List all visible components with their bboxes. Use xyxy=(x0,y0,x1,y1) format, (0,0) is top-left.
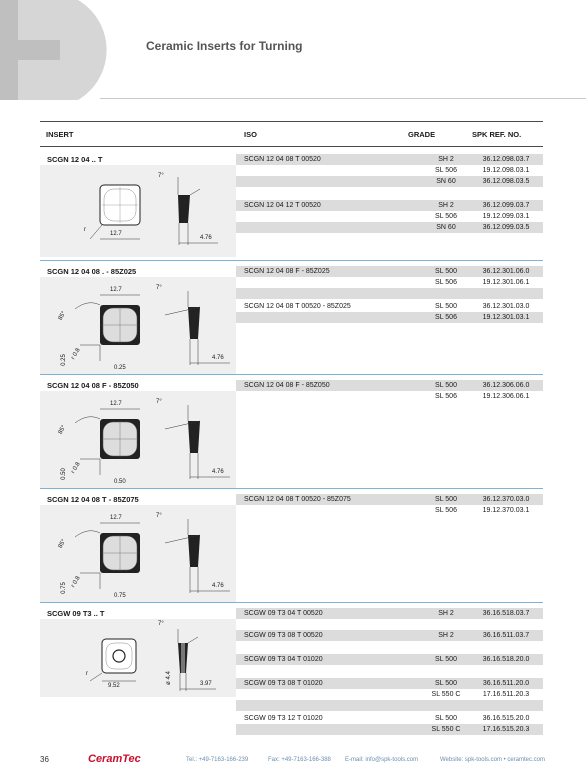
dim-chamfer-h: 0.50 xyxy=(114,479,126,485)
insert-label: SCGN 12 04 08 T - 85Z075 xyxy=(47,495,139,504)
page-number: 36 xyxy=(40,755,49,764)
table-row xyxy=(236,391,543,402)
cell-ref: 17.16.511.20.3 xyxy=(482,691,530,698)
cell-grade: SL 550 C xyxy=(431,691,461,698)
cell-grade: SL 506 xyxy=(435,314,457,321)
dim-angle: 7° xyxy=(156,513,162,519)
table-row xyxy=(236,301,543,312)
dim-radius: r xyxy=(84,227,86,233)
cell-grade: SL 506 xyxy=(435,279,457,286)
dim-radius: r 0.8 xyxy=(70,575,82,589)
insert-label: SCGW 09 T3 .. T xyxy=(47,609,105,618)
table-row xyxy=(236,187,543,198)
dim-width: 12.7 xyxy=(110,287,122,293)
cell-iso: SCGW 09 T3 08 T 00520 xyxy=(244,632,323,639)
cell-grade: SL 506 xyxy=(435,507,457,514)
brand-logo-shape xyxy=(0,0,135,100)
section-divider xyxy=(40,260,543,261)
section-divider xyxy=(40,374,543,375)
table-row xyxy=(236,222,543,233)
dim-angle-85: 85° xyxy=(57,538,68,550)
cell-grade: SL 500 xyxy=(435,268,457,275)
footer-email[interactable]: E-mail: info@spk-tools.com xyxy=(345,757,419,763)
cell-ref: 36.12.099.03.5 xyxy=(482,224,530,231)
insert-section-scgn-t xyxy=(40,152,543,257)
table-row xyxy=(236,641,543,652)
dim-thickness: 4.76 xyxy=(212,469,224,475)
table-row xyxy=(236,689,543,700)
cell-ref: 36.12.370.03.0 xyxy=(482,496,530,503)
cell-iso: SCGN 12 04 08 T 00520 - 85Z075 xyxy=(244,496,351,503)
cell-grade: SL 506 xyxy=(435,213,457,220)
footer-website[interactable]: Website: spk-tools.com • ceramtec.com xyxy=(440,757,546,763)
cell-ref: 36.16.515.20.0 xyxy=(482,715,530,722)
insert-drawing xyxy=(40,277,236,375)
insert-label: SCGN 12 04 .. T xyxy=(47,155,103,164)
cell-ref: 17.16.515.20.3 xyxy=(482,726,530,733)
cell-ref: 36.12.098.03.7 xyxy=(482,156,530,163)
cell-grade: SL 500 xyxy=(435,303,457,310)
cell-ref: 36.12.098.03.5 xyxy=(482,178,530,185)
table-row xyxy=(236,200,543,211)
table-row xyxy=(236,288,543,299)
dim-thickness: 3.97 xyxy=(200,681,212,687)
dim-chamfer-v: 0.75 xyxy=(60,582,67,594)
dim-angle: 7° xyxy=(156,399,162,405)
table-row xyxy=(236,211,543,222)
insert-drawing xyxy=(40,619,236,697)
dim-chamfer-h: 0.25 xyxy=(114,365,126,371)
cell-iso: SCGW 09 T3 04 T 01020 xyxy=(244,656,323,663)
cell-ref: 36.12.301.06.0 xyxy=(482,268,530,275)
table-row xyxy=(236,165,543,176)
cell-ref: 36.12.306.06.0 xyxy=(482,382,530,389)
table-row xyxy=(236,619,543,630)
cell-iso: SCGW 09 T3 08 T 01020 xyxy=(244,680,323,687)
cell-ref: 19.12.099.03.1 xyxy=(482,213,530,220)
table-header xyxy=(40,121,543,147)
table-row xyxy=(236,266,543,277)
cell-grade: SH 2 xyxy=(438,632,454,639)
dim-chamfer-v: 0.50 xyxy=(60,468,67,480)
dim-thickness: 4.76 xyxy=(200,235,212,241)
cell-grade: SL 500 xyxy=(435,382,457,389)
cell-grade: SL 500 xyxy=(435,656,457,663)
cell-grade: SH 2 xyxy=(438,156,454,163)
dim-angle: 7° xyxy=(158,621,164,627)
insert-drawing xyxy=(40,165,236,257)
cell-ref: 19.12.098.03.1 xyxy=(482,167,530,174)
cell-iso: SCGN 12 04 08 T 00520 - 85Z025 xyxy=(244,303,351,310)
table-row xyxy=(236,678,543,689)
cell-ref: 36.16.518.20.0 xyxy=(482,656,530,663)
dim-radius: r 0.8 xyxy=(70,461,82,475)
brand-logo: CeramTec xyxy=(88,753,141,765)
cell-iso: SCGW 09 T3 12 T 01020 xyxy=(244,715,323,722)
insert-section-85z050 xyxy=(40,378,543,488)
table-row xyxy=(236,380,543,391)
insert-section-85z075 xyxy=(40,492,543,602)
dim-angle: 7° xyxy=(156,285,162,291)
insert-drawing xyxy=(40,505,236,603)
section-divider xyxy=(40,602,543,603)
cell-iso: SCGN 12 04 08 F - 85Z025 xyxy=(244,268,330,275)
cell-grade: SL 506 xyxy=(435,167,457,174)
dim-thickness: 4.76 xyxy=(212,355,224,361)
page-title: Ceramic Inserts for Turning xyxy=(146,39,303,53)
section-divider xyxy=(40,488,543,489)
header-insert: INSERT xyxy=(46,130,74,139)
cell-ref: 19.12.301.06.1 xyxy=(482,279,530,286)
insert-label: SCGN 12 04 08 . - 85Z025 xyxy=(47,267,137,276)
footer-fax: Fax: +49-7163-166-388 xyxy=(268,757,331,763)
cell-ref: 36.16.511.03.7 xyxy=(482,632,530,639)
cell-ref: 36.12.099.03.7 xyxy=(482,202,530,209)
insert-label: SCGN 12 04 08 F - 85Z050 xyxy=(47,381,139,390)
cell-iso: SCGW 09 T3 04 T 00520 xyxy=(244,610,323,617)
dim-chamfer-h: 0.75 xyxy=(114,593,126,599)
dim-width: 12.7 xyxy=(110,515,122,521)
cell-iso: SCGN 12 04 08 T 00520 xyxy=(244,156,321,163)
cell-ref: 19.12.306.06.1 xyxy=(482,393,530,400)
dim-radius: r 0.8 xyxy=(70,347,82,361)
cell-grade: SL 500 xyxy=(435,496,457,503)
cell-grade: SN 60 xyxy=(436,224,456,231)
cell-ref: 36.12.301.03.0 xyxy=(482,303,530,310)
dim-angle-85: 85° xyxy=(57,310,68,322)
cell-ref: 19.12.370.03.1 xyxy=(482,507,530,514)
table-row xyxy=(236,665,543,676)
footer-tel: Tel.: +49-7163-166-239 xyxy=(186,757,249,763)
cell-grade: SN 60 xyxy=(436,178,456,185)
cell-grade: SL 500 xyxy=(435,715,457,722)
cell-ref: 36.16.511.20.0 xyxy=(482,680,530,687)
table-row xyxy=(236,505,543,516)
cell-grade: SL 550 C xyxy=(431,726,461,733)
dim-width: 9.52 xyxy=(108,683,120,689)
dim-width: 12.7 xyxy=(110,401,122,407)
table-row xyxy=(236,654,543,665)
table-row xyxy=(236,713,543,724)
cell-grade: SL 506 xyxy=(435,393,457,400)
cell-grade: SH 2 xyxy=(438,610,454,617)
dim-angle: 7° xyxy=(158,173,164,179)
header-iso: ISO xyxy=(244,130,257,139)
dim-angle-85: 85° xyxy=(57,424,68,436)
insert-drawing xyxy=(40,391,236,489)
table-row xyxy=(236,608,543,619)
insert-section-scgw xyxy=(40,606,543,746)
cell-grade: SH 2 xyxy=(438,202,454,209)
table-row xyxy=(236,176,543,187)
cell-grade: SL 500 xyxy=(435,680,457,687)
cell-ref: 36.16.518.03.7 xyxy=(482,610,530,617)
cell-iso: SCGN 12 04 12 T 00520 xyxy=(244,202,321,209)
dim-hole: ø 4.4 xyxy=(165,671,172,685)
dim-thickness: 4.76 xyxy=(212,583,224,589)
dim-chamfer-v: 0.25 xyxy=(60,354,67,366)
header-divider xyxy=(100,98,586,99)
cell-ref: 19.12.301.03.1 xyxy=(482,314,530,321)
dim-radius: r xyxy=(86,671,88,677)
dim-width: 12.7 xyxy=(110,231,122,237)
table-row xyxy=(236,312,543,323)
insert-section-85z025 xyxy=(40,264,543,374)
header-grade: GRADE xyxy=(408,130,436,139)
table-row xyxy=(236,700,543,711)
table-row xyxy=(236,277,543,288)
table-row xyxy=(236,154,543,165)
table-row xyxy=(236,630,543,641)
table-row xyxy=(236,494,543,505)
table-row xyxy=(236,724,543,735)
header-ref: SPK REF. NO. xyxy=(472,130,522,139)
cell-iso: SCGN 12 04 08 F - 85Z050 xyxy=(244,382,330,389)
